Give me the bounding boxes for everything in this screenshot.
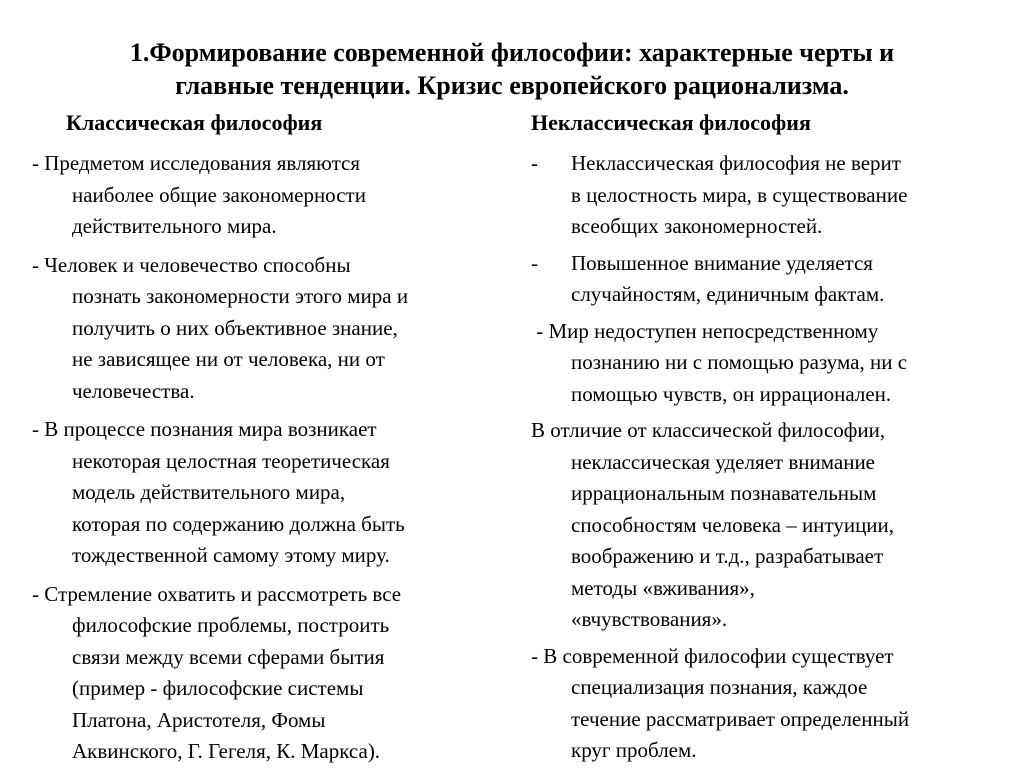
text-line: познанию ни с помощью разума, ни с: [571, 350, 908, 374]
nonclassical-point: [531, 248, 1001, 311]
text-line-content: Повышенное внимание уделяется: [571, 250, 873, 275]
text-line: воображению и т.д., разрабатывает: [571, 544, 884, 568]
classical-point: [32, 250, 502, 408]
text-line: - Стремление охватить и рассмотреть все: [32, 581, 402, 606]
nonclassical-heading: Неклассическая философия: [531, 110, 811, 135]
nonclassical-point: [531, 415, 1001, 636]
text-line: модель действительного мира,: [72, 480, 346, 504]
text-line: наиболее общие закономерности: [72, 182, 366, 207]
text-line: специализация познания, каждое: [571, 675, 868, 699]
dash-bullet: -: [531, 151, 538, 175]
slide-title-line-1: 1.Формирование современной философии: характерные черты и: [129, 38, 895, 67]
classical-point: [32, 414, 502, 572]
text-line: тождественной самому этому миру.: [72, 543, 390, 567]
text-line: случайностям, единичным фактам.: [571, 282, 885, 306]
text-line: связи между всеми сферами бытия: [72, 644, 385, 669]
text-line: - В процессе познания мира возникает: [32, 417, 377, 441]
text-line: которая по содержанию должна быть: [72, 511, 405, 536]
text-line: в целостность мира, в существование: [571, 182, 908, 207]
text-line: Платона, Аристотеля, Фомы: [72, 707, 326, 732]
text-line: некоторая целостная теоретическая: [72, 448, 390, 473]
text-line: неклассическая уделяет внимание: [571, 449, 876, 474]
classical-point: [32, 579, 502, 768]
text-line: не зависящее ни от человека, ни от: [72, 347, 385, 371]
classical-column: [32, 148, 502, 773]
dash-bullet: -: [531, 250, 538, 275]
nonclassical-point: [531, 148, 1001, 243]
text-line: человечества.: [72, 378, 195, 403]
text-line: - В современной философии существует: [531, 643, 894, 668]
text-line: методы «вживания»,: [571, 575, 755, 600]
nonclassical-column: [531, 148, 1001, 772]
nonclassical-point: [531, 641, 1001, 767]
classical-point: [32, 148, 502, 243]
text-line: познать закономерности этого мира и: [72, 284, 409, 308]
text-line: течение рассматривает определенный: [571, 706, 910, 731]
text-line: - Предметом исследования являются: [32, 151, 360, 175]
nonclassical-point: [531, 316, 1001, 411]
text-line: - Человек и человечество способны: [32, 252, 351, 277]
text-line: (пример - философские системы: [72, 676, 364, 700]
text-line: иррациональным познавательным: [571, 481, 877, 505]
text-line: действительного мира.: [72, 214, 277, 238]
text-line: «вчувствования».: [571, 607, 728, 631]
text-line: [531, 248, 1001, 280]
text-line: круг проблем.: [571, 738, 697, 762]
text-line: Аквинского, Г. Гегеля, К. Маркса).: [72, 739, 381, 763]
slide-title-line-2: главные тенденции. Кризис европейского рационализма.: [175, 71, 849, 100]
text-line: философские проблемы, построить: [72, 613, 390, 637]
classical-heading: Классическая философия: [66, 110, 323, 135]
text-line: [531, 148, 1001, 180]
text-line-content: Неклассическая философия не верит: [571, 151, 901, 175]
text-line: способностям человека – интуиции,: [571, 512, 895, 537]
text-line: - Мир недоступен непосредственному: [531, 318, 879, 343]
slide-title: [0, 36, 1024, 102]
text-line: получить о них объективное знание,: [72, 315, 398, 340]
text-line: В отличие от классической философии,: [531, 418, 886, 442]
text-line: всеобщих закономерностей.: [571, 214, 823, 238]
text-line: помощью чувств, он иррационален.: [571, 381, 892, 406]
